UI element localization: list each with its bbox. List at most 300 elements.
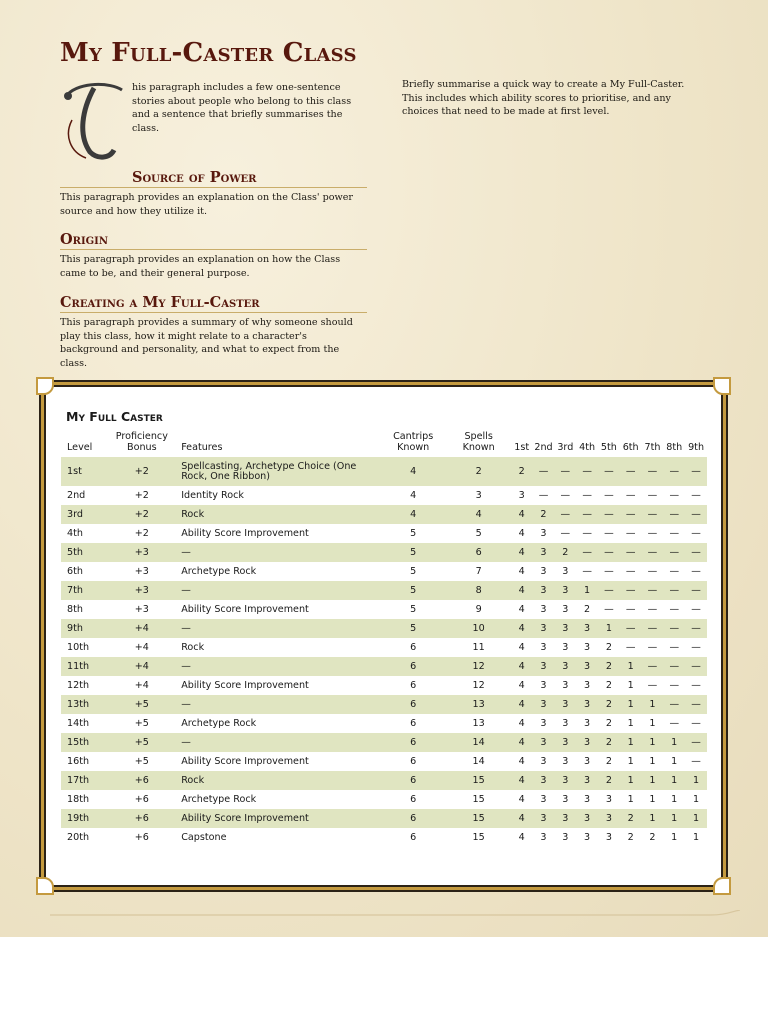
cell-spell-slot: 3	[584, 793, 591, 805]
cell-spell-slot: 3	[562, 793, 569, 805]
cell-features: Rock	[180, 771, 380, 790]
cell-level: 12th	[67, 679, 90, 691]
table-row	[61, 486, 707, 505]
cell-spell-slot: —	[604, 565, 614, 577]
cell-spell-slot: —	[663, 457, 685, 486]
cell-spell-slot: —	[642, 657, 664, 676]
cell-spell-slot: —	[642, 619, 664, 638]
table-row	[61, 771, 707, 790]
cell-spell-slot: —	[685, 733, 707, 752]
cell-cantrips: 6	[410, 793, 417, 805]
cell-spell-slot: 1	[671, 755, 678, 767]
cell-spell-slot: —	[663, 695, 685, 714]
cell-spell-slot: 4	[518, 831, 525, 843]
cell-cantrips: 5	[380, 543, 447, 562]
cell-spell-slot: —	[685, 695, 707, 714]
cell-features: Archetype Rock	[181, 717, 257, 729]
cell-spell-slot: 3	[562, 831, 569, 843]
cell-level: 18th	[67, 793, 90, 805]
table-title: My Full Caster	[66, 409, 163, 424]
cell-spells: 4	[446, 505, 510, 524]
header-slot: 1st	[514, 442, 530, 453]
cell-cantrips: 5	[410, 565, 417, 577]
cell-spell-slot: 1	[627, 755, 634, 767]
cell-spell-slot: 4	[518, 717, 525, 729]
cell-proficiency: +5	[134, 755, 149, 767]
cell-level: 20th	[67, 831, 90, 843]
cell-proficiency: +2	[134, 527, 149, 539]
cell-proficiency: +3	[134, 565, 149, 577]
cell-spell-slot: 1	[663, 733, 685, 752]
cell-spell-slot: 4	[511, 733, 533, 752]
cell-spell-slot: —	[560, 489, 571, 501]
table-row	[61, 543, 707, 562]
cell-spells: 8	[446, 581, 510, 600]
cell-spells: 14	[472, 755, 485, 767]
cell-spell-slot: 1	[649, 755, 656, 767]
cell-proficiency: +3	[134, 603, 149, 615]
cell-spells: 11	[472, 641, 485, 653]
cell-spell-slot: 3	[576, 695, 598, 714]
cell-features: Spellcasting, Archetype Choice (One Rock, One Ribbon)	[180, 457, 380, 486]
cell-spell-slot: —	[620, 619, 642, 638]
dropcap	[60, 80, 128, 162]
cell-cantrips: 6	[410, 755, 417, 767]
cell-spell-slot: —	[663, 505, 685, 524]
cell-cantrips: 5	[410, 527, 417, 539]
cell-spell-slot: 3	[584, 717, 591, 729]
cell-spell-slot: —	[647, 565, 658, 577]
cell-spell-slot: 3	[562, 565, 569, 577]
cell-spell-slot: 3	[533, 619, 555, 638]
cell-cantrips: 6	[380, 695, 447, 714]
cell-spell-slot: 1	[620, 771, 642, 790]
header-proficiency: Proficiency Bonus	[115, 431, 168, 453]
cell-spell-slot: —	[647, 679, 658, 691]
cell-spell-slot: 3	[533, 733, 555, 752]
cell-spell-slot: —	[625, 565, 636, 577]
cell-spell-slot: 1	[576, 581, 598, 600]
cell-level: 11th	[61, 657, 103, 676]
cell-proficiency: +2	[134, 489, 149, 501]
cell-level: 17th	[61, 771, 103, 790]
cell-spell-slot: —	[669, 679, 680, 691]
cell-spell-slot: —	[685, 505, 707, 524]
table-row	[61, 733, 707, 752]
intro-block	[60, 78, 367, 162]
section-paragraph: This paragraph provides a summary of why someone should play this class, how it might relate to a character's background and personality, and what to expect from the class.	[60, 316, 353, 369]
cell-spell-slot: 3	[576, 733, 598, 752]
cell-spell-slot: 2	[649, 831, 656, 843]
table-row	[61, 562, 707, 581]
cell-features: —	[180, 695, 380, 714]
cell-spell-slot: —	[620, 505, 642, 524]
cell-spell-slot: —	[642, 581, 664, 600]
cell-spell-slot: 3	[562, 755, 569, 767]
cell-spell-slot: 2	[605, 641, 612, 653]
cell-spell-slot: 3	[562, 641, 569, 653]
cell-spell-slot: 1	[685, 771, 707, 790]
cell-spell-slot: —	[669, 603, 680, 615]
table-row	[61, 828, 707, 847]
cell-spell-slot: 1	[620, 657, 642, 676]
frame-corner-icon	[713, 377, 731, 395]
cell-spell-slot: 3	[562, 717, 569, 729]
cell-cantrips: 5	[380, 581, 447, 600]
header-level: Level	[67, 442, 93, 453]
cell-spell-slot: 2	[605, 679, 612, 691]
header-cantrips: Cantrips Known	[393, 431, 434, 453]
cell-spell-slot: 4	[511, 619, 533, 638]
cell-spell-slot: 1	[627, 717, 634, 729]
cell-spells: 12	[472, 679, 485, 691]
cell-level: 7th	[61, 581, 103, 600]
cell-spells: 13	[446, 695, 510, 714]
cell-cantrips: 5	[380, 619, 447, 638]
cell-spell-slot: —	[625, 489, 636, 501]
cell-spell-slot: —	[642, 543, 664, 562]
table-row	[61, 600, 707, 619]
cell-spell-slot: —	[598, 457, 620, 486]
cell-spell-slot: —	[538, 489, 549, 501]
table-row	[61, 809, 707, 828]
cell-spells: 3	[475, 489, 482, 501]
cell-spell-slot: 3	[576, 809, 598, 828]
cell-spell-slot: —	[533, 457, 555, 486]
cell-spell-slot: 4	[518, 793, 525, 805]
section-paragraph: This paragraph provides an explanation on the Class' power source and how they utilize it.	[60, 192, 353, 217]
cell-spells: 15	[446, 809, 510, 828]
cell-cantrips: 6	[380, 771, 447, 790]
table-row	[61, 790, 707, 809]
header-slot: 3rd	[557, 442, 574, 453]
cell-spell-slot: 3	[576, 657, 598, 676]
quick-build-paragraph: Briefly summarise a quick way to create a My Full-Caster. This includes which ability scores to prioritise, and any choices that need to be made at first level.	[402, 79, 685, 118]
table-row	[61, 676, 707, 695]
table-row	[61, 695, 707, 714]
cell-spell-slot: 2	[554, 543, 576, 562]
cell-level: 3rd	[61, 505, 103, 524]
cell-spell-slot: 4	[511, 695, 533, 714]
section-heading: Creating a My Full-Caster	[60, 294, 367, 313]
cell-spells: 5	[475, 527, 482, 539]
left-column	[60, 78, 367, 396]
cell-spell-slot: 3	[540, 527, 547, 539]
cell-spell-slot: 1	[649, 717, 656, 729]
cell-spell-slot: 4	[518, 755, 525, 767]
table-body	[61, 457, 707, 847]
cell-spell-slot: 2	[598, 733, 620, 752]
section-paragraph: This paragraph provides an explanation on how the Class came to be, and their general purpose.	[60, 254, 341, 280]
cell-level: 2nd	[67, 489, 86, 501]
cell-spell-slot: 2	[605, 717, 612, 729]
cell-spell-slot: —	[685, 619, 707, 638]
cell-spell-slot: 1	[649, 793, 656, 805]
cell-spell-slot: —	[669, 489, 680, 501]
cell-spell-slot: —	[576, 543, 598, 562]
cell-spells: 7	[475, 565, 482, 577]
cell-features: —	[180, 581, 380, 600]
cell-features: Capstone	[181, 831, 227, 843]
cell-spell-slot: —	[663, 581, 685, 600]
cell-spell-slot: —	[554, 505, 576, 524]
section-heading: Origin	[60, 231, 367, 250]
cell-spell-slot: —	[582, 565, 592, 577]
cell-level: 15th	[61, 733, 103, 752]
cell-features: —	[180, 619, 380, 638]
cell-spell-slot: —	[691, 641, 701, 653]
cell-spell-slot: 3	[554, 581, 576, 600]
cell-spell-slot: 3	[533, 809, 555, 828]
table-row	[61, 505, 707, 524]
cell-spell-slot: 3	[540, 641, 547, 653]
cell-spell-slot: 3	[533, 657, 555, 676]
cell-spell-slot: 3	[540, 679, 547, 691]
cell-spells: 10	[446, 619, 510, 638]
cell-features: Archetype Rock	[181, 565, 257, 577]
cell-spell-slot: —	[663, 619, 685, 638]
cell-proficiency: +5	[103, 733, 180, 752]
cell-spell-slot: 3	[554, 733, 576, 752]
cell-features: Archetype Rock	[181, 793, 257, 805]
cell-spell-slot: 1	[627, 793, 634, 805]
cell-spell-slot: 3	[554, 695, 576, 714]
cell-spell-slot: 4	[511, 657, 533, 676]
cell-spell-slot: 3	[540, 603, 547, 615]
cell-spell-slot: 1	[642, 809, 664, 828]
cell-proficiency: +4	[134, 679, 149, 691]
cell-spell-slot: —	[685, 457, 707, 486]
cell-proficiency: +5	[103, 695, 180, 714]
cell-spell-slot: 2	[584, 603, 591, 615]
cell-spell-slot: —	[598, 505, 620, 524]
cell-level: 14th	[67, 717, 90, 729]
cell-spell-slot: 2	[598, 695, 620, 714]
header-slot: 4th	[579, 442, 596, 453]
cell-spell-slot: —	[582, 527, 592, 539]
cell-spell-slot: 3	[554, 771, 576, 790]
cell-spell-slot: 1	[620, 733, 642, 752]
cell-features: —	[180, 657, 380, 676]
cell-spells: 15	[446, 771, 510, 790]
section-source-of-power	[60, 169, 367, 188]
cell-spell-slot: 3	[584, 679, 591, 691]
cell-spell-slot: 3	[598, 809, 620, 828]
cell-proficiency: +3	[103, 543, 180, 562]
cell-spell-slot: 1	[671, 831, 678, 843]
frame-corner-icon	[713, 877, 731, 895]
cell-cantrips: 4	[380, 505, 447, 524]
section-heading: Source of Power	[60, 169, 367, 188]
cell-spell-slot: 4	[511, 771, 533, 790]
cell-spell-slot: —	[620, 581, 642, 600]
cell-features: Rock	[180, 505, 380, 524]
cell-features: Rock	[181, 641, 205, 653]
cell-cantrips: 4	[380, 457, 447, 486]
table-header-row	[61, 431, 707, 457]
cell-proficiency: +4	[103, 619, 180, 638]
cell-spell-slot: 3	[533, 771, 555, 790]
cell-spell-slot: 1	[620, 695, 642, 714]
cell-proficiency: +6	[134, 831, 149, 843]
cell-proficiency: +2	[103, 505, 180, 524]
cell-spell-slot: 2	[627, 831, 634, 843]
cell-spell-slot: 3	[540, 565, 547, 577]
cell-spell-slot: —	[604, 489, 614, 501]
cell-spell-slot: 4	[518, 679, 525, 691]
cell-spells: 9	[475, 603, 482, 615]
cell-spell-slot: —	[554, 457, 576, 486]
cell-spell-slot: 3	[533, 695, 555, 714]
cell-spell-slot: —	[576, 457, 598, 486]
cell-spell-slot: 1	[598, 619, 620, 638]
cell-spell-slot: —	[669, 717, 680, 729]
cell-spell-slot: —	[669, 565, 680, 577]
cell-spell-slot: 2	[620, 809, 642, 828]
cell-spell-slot: —	[691, 489, 701, 501]
cell-spell-slot: 3	[554, 809, 576, 828]
cell-spell-slot: —	[604, 527, 614, 539]
cell-spell-slot: 4	[518, 565, 525, 577]
cell-spell-slot: —	[691, 679, 701, 691]
cell-spell-slot: 1	[627, 679, 634, 691]
cell-spell-slot: —	[647, 603, 658, 615]
cell-spell-slot: 1	[693, 793, 700, 805]
cell-spells: 15	[472, 793, 485, 805]
cell-spell-slot: 3	[562, 679, 569, 691]
cell-spell-slot: 4	[511, 505, 533, 524]
class-table-frame	[44, 385, 723, 887]
cell-proficiency: +6	[134, 793, 149, 805]
cell-spell-slot: 2	[598, 657, 620, 676]
cell-spell-slot: —	[663, 657, 685, 676]
cell-spell-slot: 2	[605, 755, 612, 767]
cell-features: Ability Score Improvement	[181, 755, 309, 767]
cell-spell-slot: —	[620, 457, 642, 486]
header-slot: 6th	[622, 442, 639, 453]
cell-features: Identity Rock	[181, 489, 244, 501]
cell-proficiency: +5	[134, 717, 149, 729]
cell-spell-slot: 1	[642, 695, 664, 714]
header-slot: 2nd	[534, 442, 553, 453]
header-features: Features	[181, 442, 223, 453]
cell-level: 13th	[61, 695, 103, 714]
class-table	[61, 431, 707, 847]
cell-cantrips: 6	[410, 831, 417, 843]
cell-level: 6th	[67, 565, 83, 577]
cell-features: Ability Score Improvement	[181, 679, 309, 691]
cell-spell-slot: 2	[533, 505, 555, 524]
cell-proficiency: +6	[103, 809, 180, 828]
cell-features: —	[180, 543, 380, 562]
cell-spell-slot: —	[620, 543, 642, 562]
cell-spell-slot: 3	[576, 771, 598, 790]
cell-proficiency: +2	[103, 457, 180, 486]
cell-cantrips: 6	[380, 657, 447, 676]
cell-level: 16th	[67, 755, 90, 767]
cell-spell-slot: 4	[518, 527, 525, 539]
cell-spell-slot: —	[691, 527, 701, 539]
cell-spells: 12	[446, 657, 510, 676]
cell-spell-slot: —	[669, 527, 680, 539]
cell-proficiency: +3	[103, 581, 180, 600]
cell-spell-slot: —	[625, 641, 636, 653]
cell-spell-slot: 3	[518, 489, 525, 501]
cell-spells: 13	[472, 717, 485, 729]
table-row	[61, 581, 707, 600]
cell-spell-slot: —	[642, 505, 664, 524]
cell-spell-slot: 3	[562, 603, 569, 615]
cell-spell-slot: —	[625, 603, 636, 615]
cell-spell-slot: 1	[663, 771, 685, 790]
cell-spell-slot: —	[691, 565, 701, 577]
cell-spell-slot: 3	[554, 619, 576, 638]
cell-proficiency: +4	[103, 657, 180, 676]
cell-spell-slot: —	[647, 641, 658, 653]
cell-spell-slot: 4	[511, 809, 533, 828]
header-spells: Spells Known	[462, 431, 495, 453]
cell-proficiency: +6	[103, 771, 180, 790]
cell-level: 4th	[67, 527, 83, 539]
cell-spell-slot: —	[647, 527, 658, 539]
cell-level: 10th	[67, 641, 90, 653]
table-row	[61, 752, 707, 771]
cell-spell-slot: —	[625, 527, 636, 539]
cell-spell-slot: 4	[511, 581, 533, 600]
cell-spell-slot: 3	[605, 831, 612, 843]
header-slot: 8th	[666, 442, 683, 453]
cell-spell-slot: 3	[584, 831, 591, 843]
cell-spell-slot: —	[604, 603, 614, 615]
cell-spell-slot: 4	[518, 641, 525, 653]
table-row	[61, 714, 707, 733]
cell-spell-slot: 3	[576, 619, 598, 638]
cell-spell-slot: —	[685, 657, 707, 676]
cell-spell-slot: —	[685, 581, 707, 600]
table-row	[61, 619, 707, 638]
cell-spell-slot: 1	[685, 809, 707, 828]
page-title: My Full-Caster Class	[60, 38, 357, 68]
cell-cantrips: 6	[380, 809, 447, 828]
cell-spell-slot: —	[647, 489, 658, 501]
cell-spell-slot: 1	[642, 771, 664, 790]
cell-spell-slot: —	[691, 755, 701, 767]
cell-features: Ability Score Improvement	[180, 809, 380, 828]
cell-spell-slot: 3	[605, 793, 612, 805]
cell-spell-slot: 3	[584, 641, 591, 653]
cell-level: 19th	[61, 809, 103, 828]
cell-spell-slot: —	[582, 489, 592, 501]
cell-cantrips: 6	[410, 641, 417, 653]
cell-spell-slot: 1	[663, 809, 685, 828]
cell-features: —	[180, 733, 380, 752]
cell-spell-slot: 2	[511, 457, 533, 486]
cell-spell-slot: 3	[540, 717, 547, 729]
frame-corner-icon	[36, 877, 54, 895]
cell-spell-slot: —	[663, 543, 685, 562]
cell-level: 8th	[67, 603, 83, 615]
cell-spell-slot: —	[576, 505, 598, 524]
intro-paragraph: his paragraph includes a few one-sentence stories about people who belong to this class and a sentence that briefly summarises the class.	[132, 82, 352, 135]
header-slot: 9th	[688, 442, 705, 453]
cell-spell-slot: 3	[540, 793, 547, 805]
cell-spell-slot: 4	[518, 603, 525, 615]
header-slot: 5th	[600, 442, 617, 453]
cell-features: Ability Score Improvement	[181, 603, 309, 615]
cell-spell-slot: —	[642, 457, 664, 486]
cell-spell-slot: 3	[540, 755, 547, 767]
table-row	[61, 457, 707, 486]
